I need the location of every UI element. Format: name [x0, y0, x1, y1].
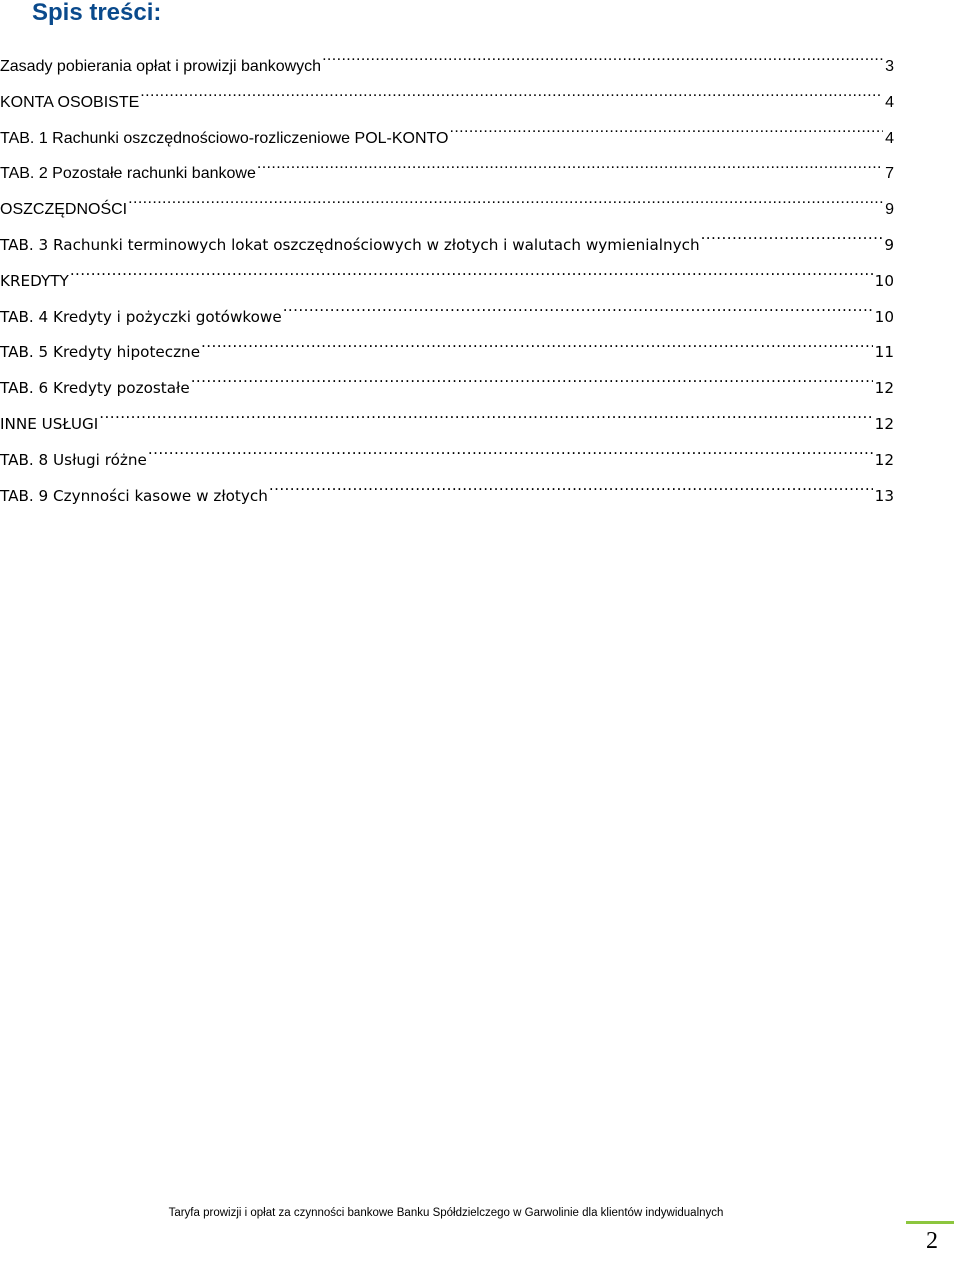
table-of-contents — [0, 49, 894, 514]
toc-entry[interactable] — [0, 264, 894, 300]
toc-entry[interactable] — [0, 192, 894, 228]
toc-dot-leader — [200, 342, 873, 357]
page-number-box — [906, 1221, 954, 1267]
toc-entry-page: 10 — [874, 307, 894, 326]
toc-entry[interactable] — [0, 371, 894, 407]
toc-entry-label: KONTA OSOBISTE — [0, 93, 140, 111]
toc-entry-label: TAB. 4 Kredyty i pożyczki gotówkowe — [0, 307, 282, 326]
toc-entry-label: TAB. 5 Kredyty hipoteczne — [0, 343, 201, 362]
toc-entry-label: TAB. 9 Czynności kasowe w złotych — [0, 486, 268, 505]
toc-entry[interactable] — [0, 479, 894, 515]
toc-entry-label: INNE USŁUGI — [0, 414, 99, 433]
toc-entry[interactable] — [0, 49, 894, 85]
toc-entry[interactable] — [0, 228, 894, 264]
toc-entry-page: 9 — [884, 235, 894, 254]
toc-entry[interactable] — [0, 407, 894, 443]
toc-entry-label: TAB. 6 Kredyty pozostałe — [0, 379, 190, 398]
toc-entry-page: 4 — [885, 93, 894, 111]
page-number-rule — [906, 1221, 954, 1224]
toc-entry-label: TAB. 2 Pozostałe rachunki bankowe — [0, 165, 256, 183]
page-footer: Taryfa prowizji i opłat za czynności bankowe Banku Spółdzielczego w Garwolinie dla klientów indywidualnych — [168, 1207, 724, 1219]
toc-entry-page: 13 — [874, 486, 894, 505]
toc-dot-leader — [98, 414, 872, 429]
toc-entry[interactable] — [0, 156, 894, 192]
toc-dot-leader — [282, 306, 873, 321]
toc-entry-page: 3 — [885, 58, 894, 75]
toc-entry-page: 12 — [874, 414, 894, 433]
toc-entry-label: TAB. 8 Usługi różne — [0, 450, 147, 469]
toc-entry-label: TAB. 1 Rachunki oszczędnościowo-rozliczeniowe POL-KONTO — [0, 129, 449, 147]
toc-entry-label: KREDYTY — [0, 271, 69, 290]
toc-dot-leader — [321, 55, 883, 71]
toc-entry[interactable] — [0, 121, 894, 157]
toc-dot-leader — [448, 127, 883, 143]
toc-dot-leader — [256, 162, 883, 178]
toc-dot-leader — [69, 271, 873, 286]
toc-entry-label: OSZCZĘDNOŚCI — [0, 201, 128, 219]
toc-entry[interactable] — [0, 443, 894, 479]
toc-entry-page: 4 — [885, 129, 894, 147]
toc-entry-page: 12 — [874, 379, 894, 398]
toc-dot-leader — [127, 198, 883, 214]
page-number: 2 — [926, 1228, 938, 1254]
toc-entry-page: 9 — [885, 201, 894, 219]
page-title: Spis treści: — [32, 0, 162, 26]
toc-dot-leader — [190, 378, 873, 393]
toc-entry[interactable] — [0, 85, 894, 121]
toc-dot-leader — [700, 235, 883, 250]
toc-entry[interactable] — [0, 335, 894, 371]
toc-entry-page: 10 — [874, 271, 894, 290]
toc-dot-leader — [147, 450, 873, 465]
toc-entry-page: 11 — [874, 343, 894, 362]
toc-entry-page: 7 — [885, 165, 894, 183]
toc-dot-leader — [139, 91, 883, 107]
toc-entry-label: Zasady pobierania opłat i prowizji bankowych — [0, 58, 322, 75]
toc-entry[interactable] — [0, 300, 894, 336]
toc-entry-page: 12 — [874, 450, 894, 469]
toc-dot-leader — [268, 485, 873, 500]
toc-entry-label: TAB. 3 Rachunki terminowych lokat oszczędnościowych w złotych i walutach wymienialnych — [0, 235, 700, 254]
